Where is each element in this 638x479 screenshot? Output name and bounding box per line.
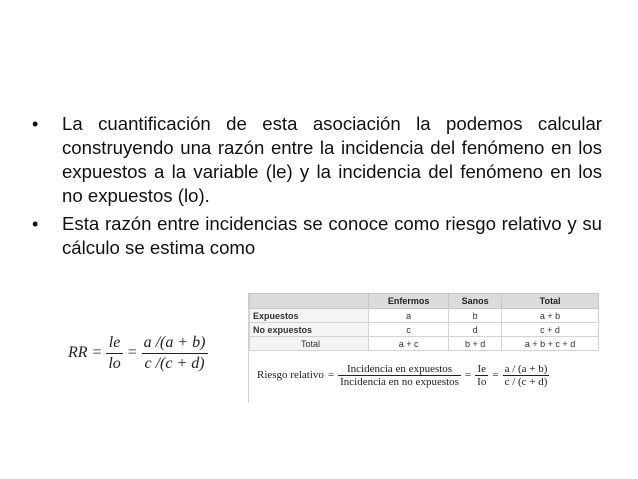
ie-io-fraction — [475, 363, 488, 388]
table-row — [250, 323, 599, 337]
bullet-text-2: Esta razón entre incidencias se conoce como riesgo relativo y su cálculo se estima como — [62, 213, 602, 258]
rr-symbol: RR — [68, 344, 88, 361]
bullet-dot: • — [32, 214, 39, 234]
table-header-row — [250, 294, 599, 309]
bullet-dot: • — [32, 114, 39, 134]
fraction-numerator: Incidencia en expuestos — [338, 363, 461, 376]
table-cell: a + c — [368, 337, 448, 351]
fraction-denominator: lo — [108, 354, 121, 372]
table-cell: a + b + c + d — [502, 337, 599, 351]
contingency-table-image — [248, 293, 599, 403]
rr-formula-image — [68, 325, 218, 381]
abcd-fraction — [142, 334, 208, 373]
incidence-fraction — [338, 363, 461, 388]
table-cell: a — [368, 309, 448, 323]
fraction-denominator: c /(c + d) — [144, 354, 205, 372]
table-header-cell: Enfermos — [368, 294, 448, 309]
formula-label: Riesgo relativo — [257, 369, 324, 381]
table-header-cell: Sanos — [449, 294, 502, 309]
fraction-numerator: a /(a + b) — [142, 334, 208, 354]
table-header-cell — [250, 294, 369, 309]
fraction-denominator: Io — [477, 375, 487, 388]
riesgo-relativo-formula — [257, 353, 597, 397]
abcd-fraction — [503, 363, 550, 388]
bullet-item-2 — [32, 212, 602, 260]
row-header: Expuestos — [250, 309, 369, 323]
bullet-list — [32, 112, 602, 264]
contingency-table — [249, 293, 599, 351]
fraction-numerator: le — [106, 334, 122, 354]
equals-sign: = — [126, 344, 138, 361]
bullet-text-1: La cuantificación de esta asociación la podemos calcular construyendo una razón entre la incidencia del fenómeno en los expuestos a la variable (le) y la incidencia del fenómeno en los no expuestos (lo). — [62, 113, 602, 206]
table-cell: b — [449, 309, 502, 323]
fraction-numerator: Ie — [475, 363, 488, 376]
row-header: Total — [250, 337, 369, 351]
equals-sign: = — [327, 369, 335, 381]
ie-over-io-fraction — [106, 334, 122, 373]
equals-sign: = — [91, 344, 103, 361]
table-cell: c + d — [502, 323, 599, 337]
table-row — [250, 337, 599, 351]
table-cell: a + b — [502, 309, 599, 323]
table-cell: d — [449, 323, 502, 337]
bullet-item-1 — [32, 112, 602, 208]
table-cell: b + d — [449, 337, 502, 351]
fraction-numerator: a / (a + b) — [504, 362, 548, 375]
equals-sign: = — [464, 369, 472, 381]
table-header-cell: Total — [502, 294, 599, 309]
fraction-denominator: c / (c + d) — [504, 375, 548, 388]
row-header: No expuestos — [250, 323, 369, 337]
table-cell: c — [368, 323, 448, 337]
table-row — [250, 309, 599, 323]
equals-sign: = — [492, 369, 499, 381]
fraction-denominator: Incidencia en no expuestos — [340, 375, 459, 388]
